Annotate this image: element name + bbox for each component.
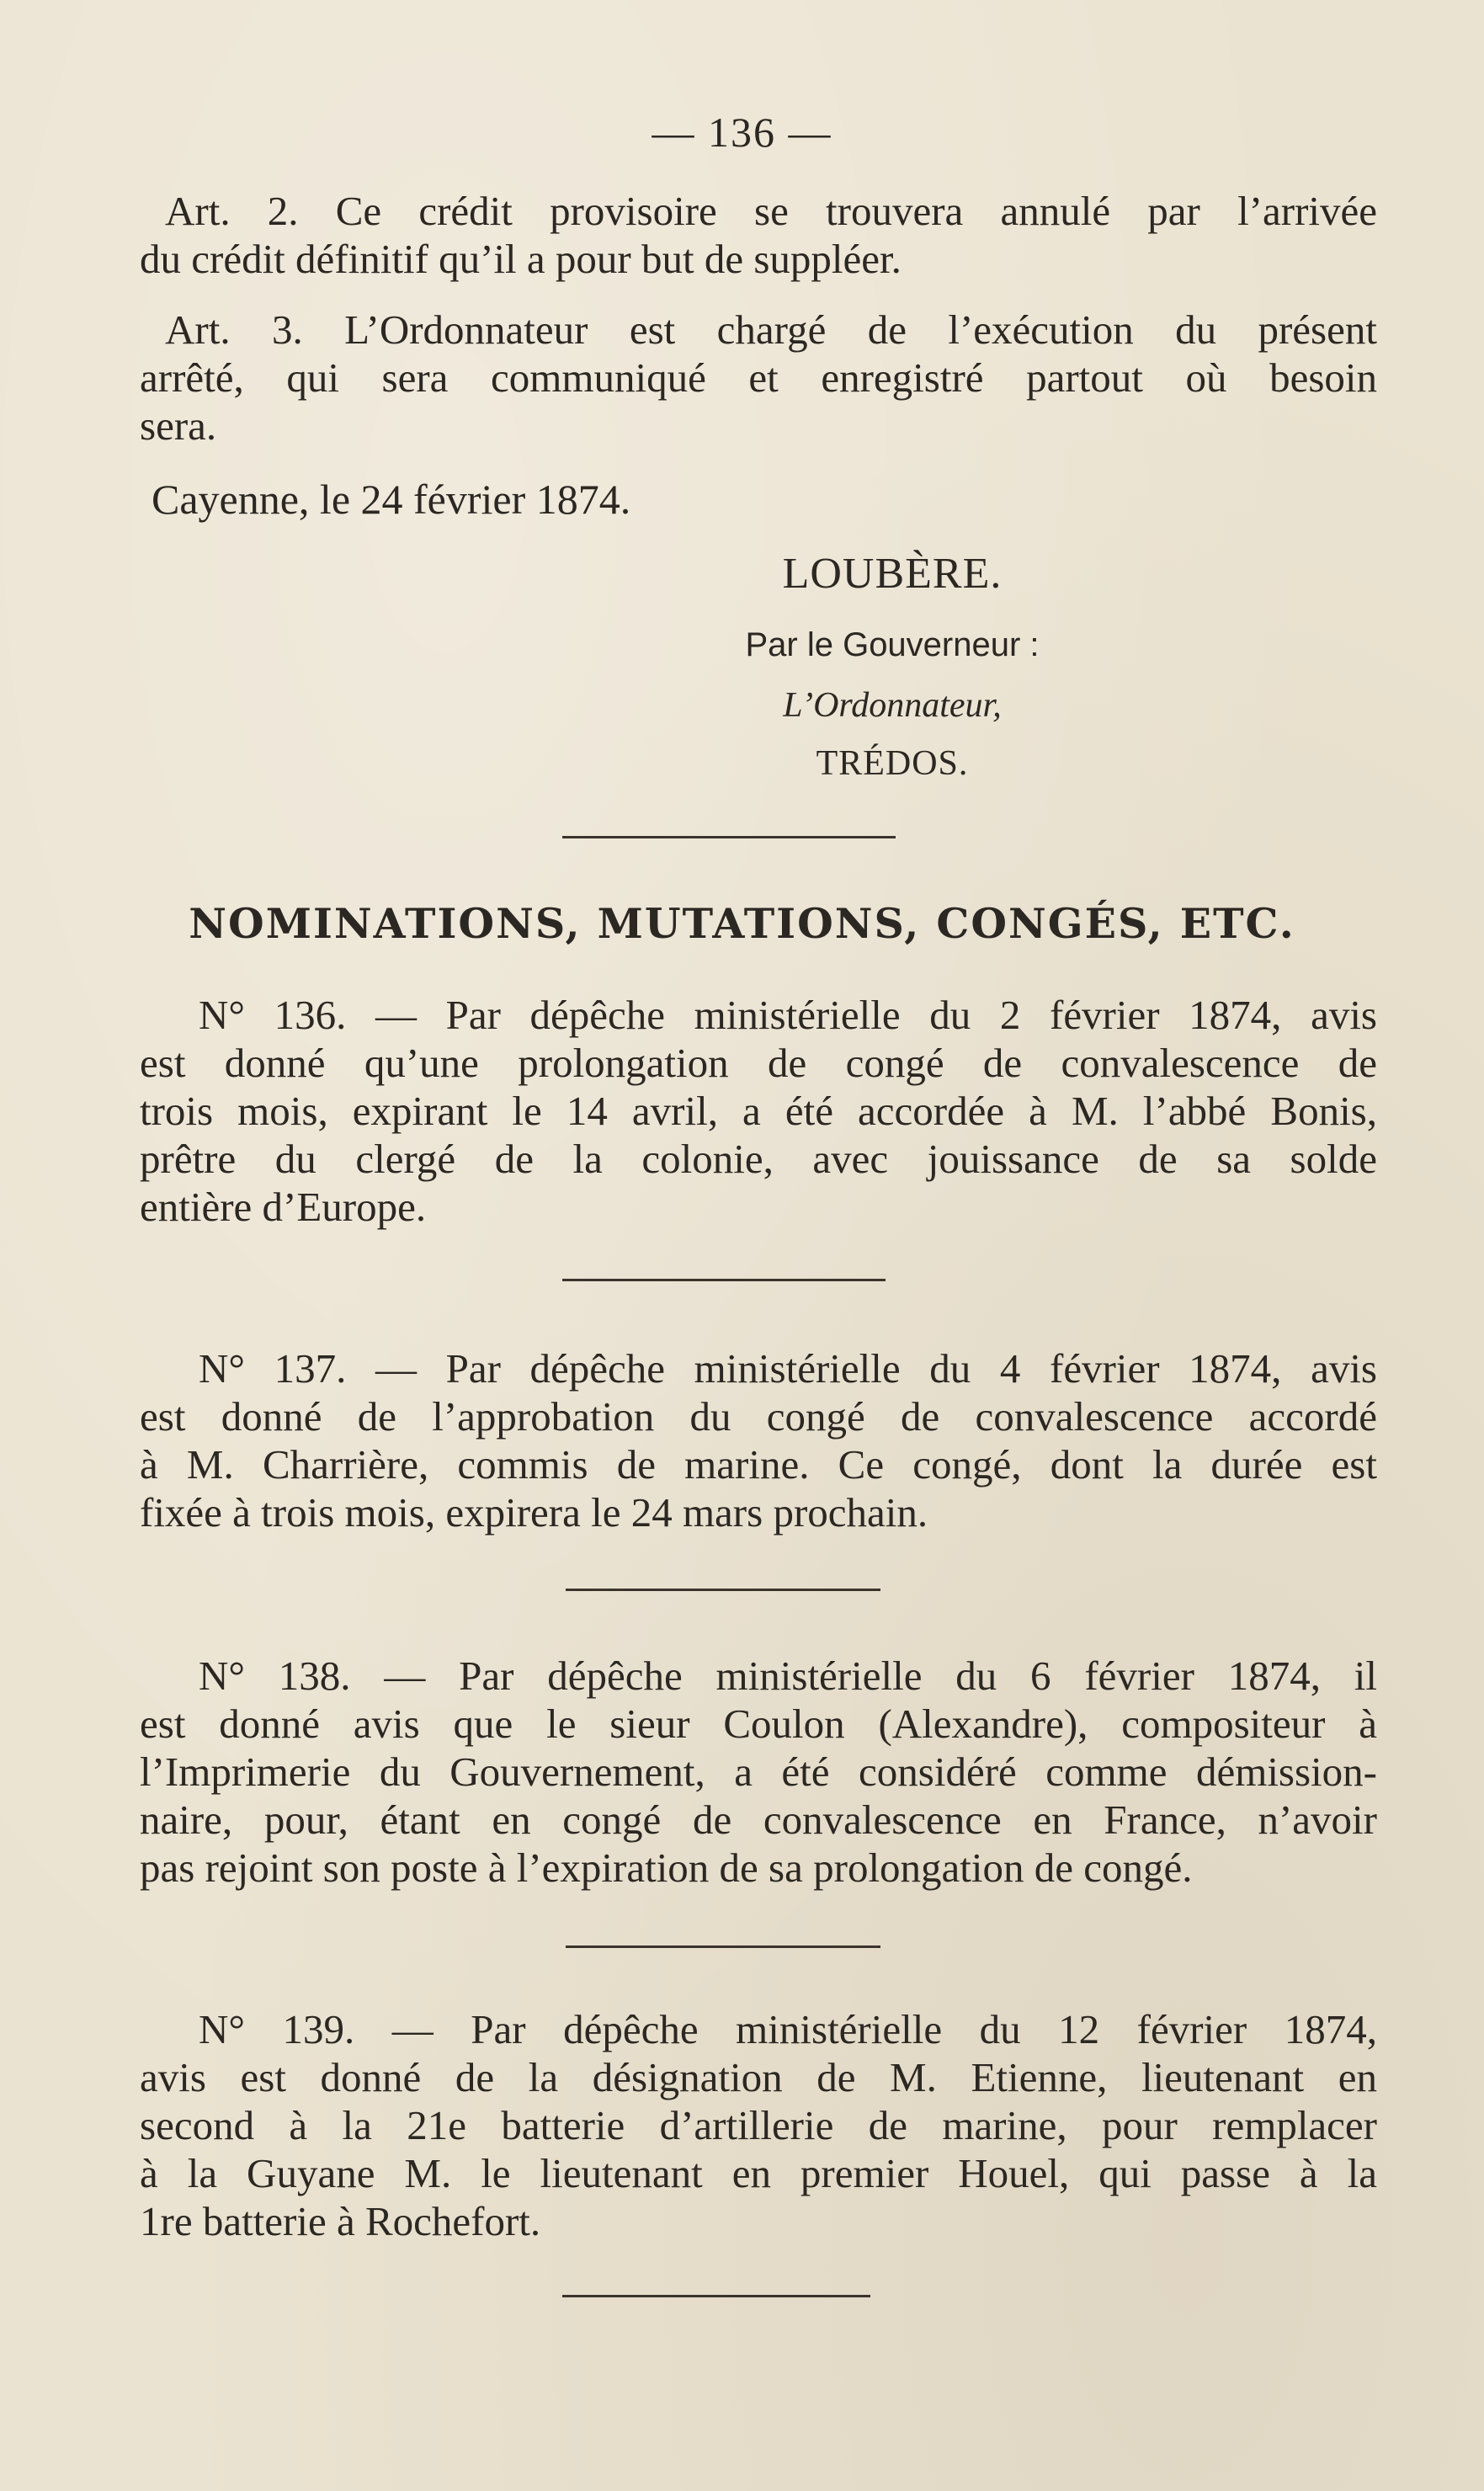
entry-line: est donné qu’une prolongation de congé de convalescence de: [140, 1040, 1377, 1086]
signature-name: LOUBÈRE.: [782, 550, 1003, 598]
signature-role: L’Ordonnateur,: [783, 686, 1002, 725]
entry-137: [140, 1344, 1377, 1536]
article-2-line: du crédit définitif qu’il a pour but de suppléer.: [140, 236, 902, 282]
entry-139: [140, 2005, 1377, 2245]
entry-line: N° 138. — Par dépêche ministérielle du 6 février 1874, il: [199, 1653, 1377, 1699]
entry-136: [140, 991, 1377, 1231]
entry-line: prêtre du clergé de la colonie, avec jouissance de sa solde: [140, 1136, 1377, 1182]
article-2: [140, 187, 1377, 283]
divider-rule: [562, 1279, 886, 1281]
signature-by: Par le Gouverneur :: [745, 626, 1040, 663]
entry-line: 1re batterie à Rochefort.: [140, 2198, 541, 2244]
entry-line: trois mois, expirant le 14 avril, a été accordée à M. l’abbé Bonis,: [140, 1088, 1377, 1134]
entry-line: avis est donné de la désignation de M. Etienne, lieutenant en: [140, 2054, 1377, 2100]
entry-line: N° 139. — Par dépêche ministérielle du 12 février 1874,: [199, 2006, 1377, 2052]
entry-line: pas rejoint son poste à l’expiration de sa prolongation de congé.: [140, 1844, 1193, 1891]
entry-line: entière d’Europe.: [140, 1184, 427, 1230]
divider-rule: [566, 1589, 880, 1591]
section-title: NOMINATIONS, MUTATIONS, CONGÉS, ETC.: [189, 899, 1295, 948]
divider-rule: [566, 1945, 880, 1948]
article-2-line: Art. 2. Ce crédit provisoire se trouvera annulé par l’arrivée: [165, 188, 1377, 234]
article-3-line: Art. 3. L’Ordonnateur est chargé de l’exécution du présent: [165, 306, 1377, 353]
entry-line: à la Guyane M. le lieutenant en premier Houel, qui passe à la: [140, 2150, 1377, 2196]
article-3-line: sera.: [140, 402, 217, 449]
entry-line: N° 137. — Par dépêche ministérielle du 4 février 1874, avis: [199, 1345, 1377, 1392]
entry-138: [140, 1652, 1377, 1892]
divider-rule: [562, 2295, 870, 2297]
article-3-line: arrêté, qui sera communiqué et enregistré partout où besoin: [140, 354, 1377, 401]
divider-rule: [562, 836, 896, 838]
entry-line: second à la 21e batterie d’artillerie de marine, pour remplacer: [140, 2102, 1377, 2148]
entry-line: est donné de l’approbation du congé de convalescence accordé: [140, 1393, 1377, 1440]
article-3: [140, 306, 1377, 450]
signature-officer: TRÉDOS.: [816, 744, 969, 783]
page-number: — 136 —: [652, 109, 832, 156]
dateline-text: Cayenne, le 24 février 1874.: [152, 476, 631, 523]
entry-line: naire, pour, étant en congé de convalescence en France, n’avoir: [140, 1796, 1377, 1843]
entry-line: l’Imprimerie du Gouvernement, a été considéré comme démission-: [140, 1748, 1377, 1795]
entry-line: à M. Charrière, commis de marine. Ce congé, dont la durée est: [140, 1441, 1377, 1488]
entry-line: fixée à trois mois, expirera le 24 mars prochain.: [140, 1489, 928, 1536]
entry-line: N° 136. — Par dépêche ministérielle du 2 février 1874, avis: [199, 992, 1377, 1038]
entry-line: est donné avis que le sieur Coulon (Alexandre), compositeur à: [140, 1701, 1377, 1747]
dateline: [140, 476, 1377, 524]
